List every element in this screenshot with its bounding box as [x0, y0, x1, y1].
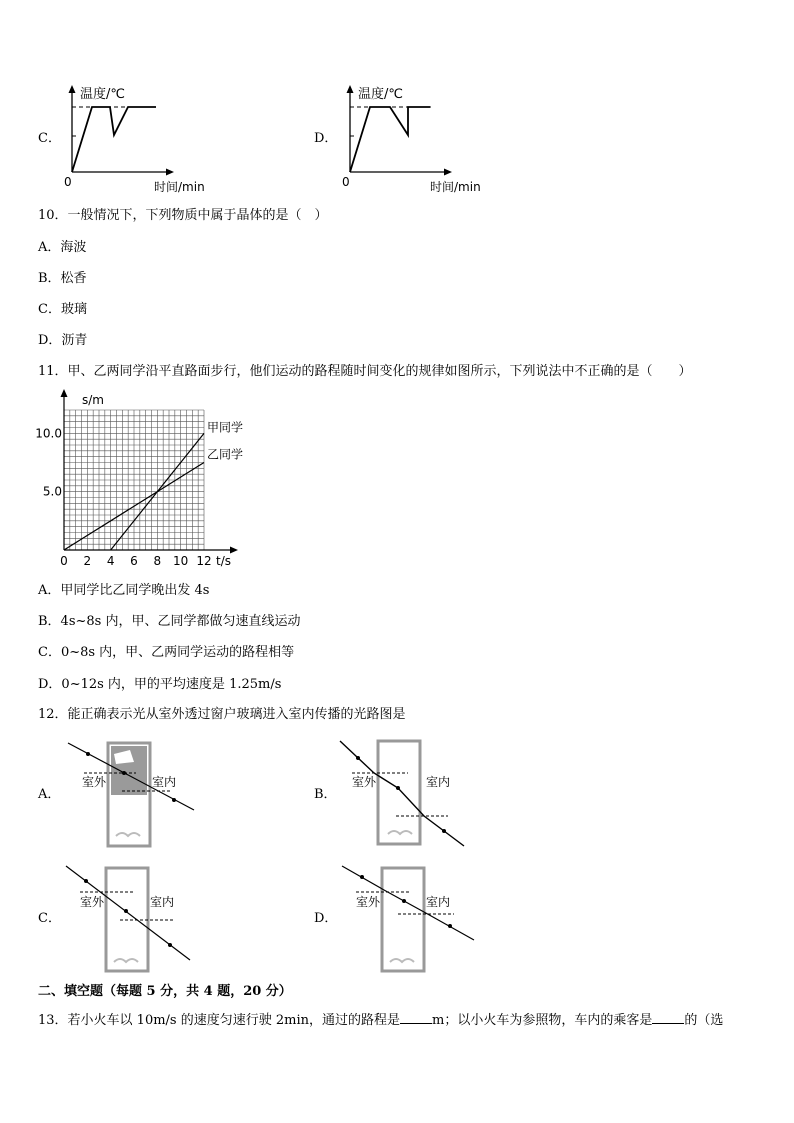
q9d-xlabel: 时间/min	[430, 180, 481, 194]
y-tick-label: 10.0	[35, 426, 62, 441]
chart-labels	[35, 393, 243, 568]
x-tick-label: 8	[153, 554, 162, 568]
series-label-jia: 甲同学	[207, 420, 244, 435]
q9-option-c-graph	[60, 80, 230, 195]
q11-option-a: A．甲同学比乙同学晚出发 4s	[38, 583, 210, 598]
x-tick-label: 12	[196, 554, 212, 568]
q12b-outside-label: 室外	[352, 775, 377, 789]
q13-part1: 13．若小火车以 10m/s 的速度匀速行驶 2min，通过的路程是	[38, 1013, 400, 1028]
y-axis-label: s/m	[82, 393, 104, 407]
q10-stem: 10．一般情况下，下列物质中属于晶体的是（ ）	[38, 208, 328, 223]
q12a-outside-label: 室外	[82, 775, 107, 789]
q12-option-c-diagram	[62, 862, 197, 977]
q12d-inside-label: 室内	[426, 895, 451, 909]
q12-option-b-diagram	[336, 738, 471, 858]
y-tick-label: 5.0	[42, 484, 62, 499]
y-axis-arrow	[61, 389, 68, 397]
q10-option-b: B．松香	[38, 271, 87, 286]
q9-option-d-graph	[338, 80, 508, 195]
q12a-inside-label: 室内	[152, 775, 177, 789]
q11-st-chart	[30, 388, 260, 573]
q12-option-d-diagram	[338, 862, 478, 977]
x-tick-label: 0	[60, 554, 68, 568]
q13-blank-1[interactable]	[400, 1011, 432, 1024]
q11-option-b: B．4s~8s 内，甲、乙同学都做匀速直线运动	[38, 614, 301, 629]
q11-stem: 11．甲、乙两同学沿平直路面步行，他们运动的路程随时间变化的规律如图所示，下列说法中不正确的是（ ）	[38, 364, 692, 379]
series-label-yi: 乙同学	[207, 447, 244, 462]
q9-option-c-letter: C．	[38, 131, 61, 146]
x-tick-label: 2	[83, 554, 92, 568]
q10-option-a: A．海波	[38, 240, 87, 255]
q12-option-b-letter: B．	[314, 787, 337, 802]
q12-stem: 12．能正确表示光从室外透过窗户玻璃进入室内传播的光路图是	[38, 707, 406, 722]
q12-option-a-letter: A．	[38, 787, 61, 802]
x-axis-label: t/s	[216, 554, 231, 568]
x-tick-label: 10	[173, 554, 189, 568]
q13-part2: m；以小火车为参照物，车内的乘客是	[432, 1013, 653, 1028]
q10-option-c: C．玻璃	[38, 302, 87, 317]
q12b-inside-label: 室内	[426, 775, 451, 789]
q9-option-d-letter: D．	[314, 131, 338, 146]
q12-option-d-letter: D．	[314, 911, 338, 926]
q12-option-a-diagram	[64, 740, 199, 852]
q12c-inside-label: 室内	[150, 895, 175, 909]
q12c-outside-label: 室外	[80, 895, 105, 909]
x-tick-label: 4	[106, 554, 115, 568]
section2-heading: 二、填空题（每题 5 分，共 4 题，20 分）	[38, 984, 292, 999]
q9c-xlabel: 时间/min	[154, 180, 205, 194]
x-tick-label: 6	[130, 554, 138, 568]
q9d-origin: 0	[342, 175, 350, 189]
q12-option-c-letter: C．	[38, 911, 61, 926]
q9c-ylabel: 温度/℃	[80, 87, 125, 102]
q12d-outside-label: 室外	[356, 895, 381, 909]
x-axis-arrow	[230, 547, 238, 554]
q11-option-c: C．0~8s 内，甲、乙两同学运动的路程相等	[38, 645, 295, 660]
chart-grid	[64, 410, 204, 550]
q9c-origin: 0	[64, 175, 72, 189]
q13-blank-2[interactable]	[652, 1011, 684, 1024]
q11-option-d: D．0~12s 内，甲的平均速度是 1.25m/s	[38, 677, 282, 692]
q13-part3: 的（选	[684, 1013, 724, 1028]
q9d-ylabel: 温度/℃	[358, 87, 403, 102]
q13-stem	[38, 1011, 723, 1029]
q10-option-d: D．沥青	[38, 333, 88, 348]
